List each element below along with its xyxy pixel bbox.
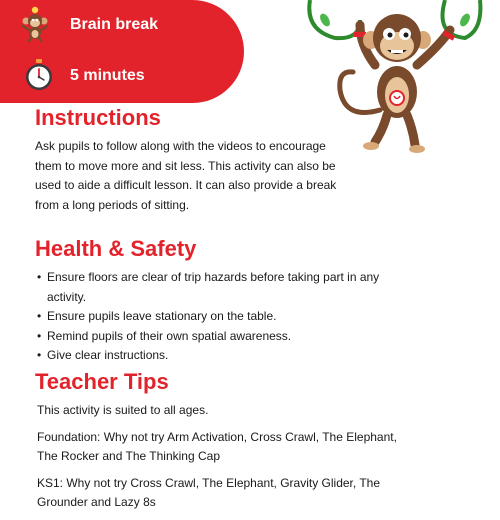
teacher-tips-heading: Teacher Tips <box>35 369 169 394</box>
stopwatch-icon <box>24 58 60 94</box>
health-safety-list <box>35 268 415 366</box>
list-item: • Remind pupils of their own spatial awareness. <box>35 327 415 347</box>
duration-row <box>0 56 244 96</box>
activity-title-row <box>0 6 244 46</box>
instructions-heading: Instructions <box>35 105 161 130</box>
header-banner <box>0 0 244 103</box>
monkey-lightbulb-icon <box>17 6 53 42</box>
list-item: • Ensure floors are clear of trip hazards before taking part in any activity. <box>35 268 415 307</box>
list-item: • Ensure pupils leave stationary on the table. <box>35 307 415 327</box>
monkey-illustration <box>305 0 485 160</box>
tip-paragraph: Foundation: Why not try Arm Activation, Cross Crawl, The Elephant, The Rocker and The Thinking Cap <box>37 429 397 463</box>
instructions-text: Ask pupils to follow along with the videos to encourage them to move more and sit less. This activity can also be used to aide a difficult lesson. It can also provide a break from a long periods of sitting. <box>35 139 337 212</box>
list-item: • Give clear instructions. <box>35 346 415 366</box>
tip-paragraph: KS1: Why not try Cross Crawl, The Elephant, Gravity Glider, The Grounder and Lazy 8s <box>37 475 381 509</box>
health-safety-heading: Health & Safety <box>35 236 197 261</box>
teacher-tips-body <box>37 401 397 520</box>
activity-title: Brain break <box>70 16 159 33</box>
activity-duration: 5 minutes <box>70 67 145 84</box>
tip-paragraph: This activity is suited to all ages. <box>37 403 209 417</box>
